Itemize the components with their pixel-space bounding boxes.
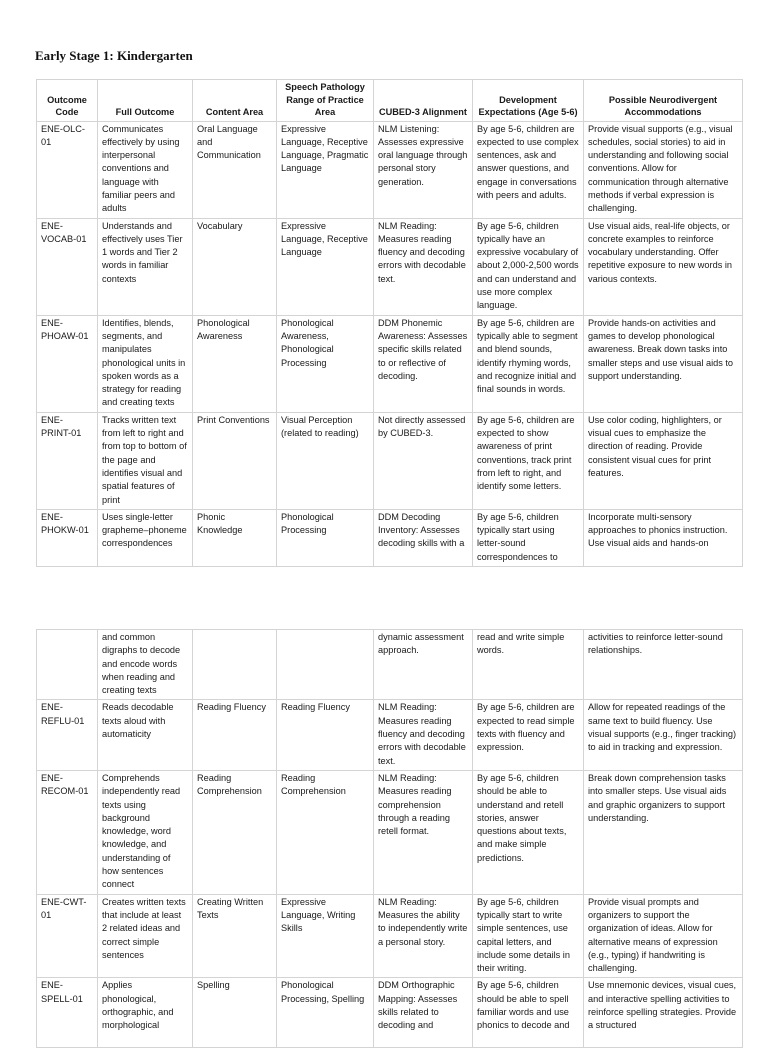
outcomes-table-page-1 [36,79,743,567]
cell-accommodations: Break down comprehension tasks into smaller steps. Use visual aids and graphic organizers to support understanding. [584,770,743,894]
cell-cubed-alignment: NLM Reading: Measures reading comprehension through a reading retell format. [374,770,473,894]
cell-content-area: Creating Written Texts [193,894,277,978]
cell-development-expectations: By age 5-6, children are expected to use complex sentences, ask and answer questions, and engage in conversations with peers and adults. [473,121,584,218]
cell-practice-area: Phonological Processing, Spelling [277,978,374,1048]
cell-practice-area: Expressive Language, Writing Skills [277,894,374,978]
cell-practice-area: Reading Fluency [277,700,374,770]
cell-practice-area: Expressive Language, Receptive Language [277,218,374,315]
cell-outcome-code: ENE-PHOKW-01 [37,509,98,566]
cell-full-outcome: Tracks written text from left to right and from top to bottom of the page and identifies visual and spatial features of print [98,412,193,509]
cell-full-outcome: Communicates effectively by using interpersonal conventions and language with familiar peers and adults [98,121,193,218]
table-row [37,509,743,566]
cell-outcome-code: ENE-CWT-01 [37,894,98,978]
table-row [37,894,743,978]
cell-cubed-alignment: dynamic assessment approach. [374,630,473,700]
cell-content-area: Vocabulary [193,218,277,315]
cell-cubed-alignment: DDM Phonemic Awareness: Assesses specific skills related to or reflective of decoding. [374,315,473,412]
cell-content-area: Phonic Knowledge [193,509,277,566]
cell-development-expectations: By age 5-6, children typically start to write simple sentences, use capital letters, and include some details in their writing. [473,894,584,978]
cell-outcome-code: ENE-RECOM-01 [37,770,98,894]
table-row [37,978,743,1048]
cell-development-expectations: By age 5-6, children typically start using letter-sound correspondences to [473,509,584,566]
cell-accommodations: Provide visual prompts and organizers to support the organization of ideas. Allow for alternative means of expression (e.g., typing) if handwriting is challenging. [584,894,743,978]
cell-content-area: Phonological Awareness [193,315,277,412]
cell-accommodations: Incorporate multi-sensory approaches to phonics instruction. Use visual aids and hands-on [584,509,743,566]
cell-cubed-alignment: NLM Listening: Assesses expressive oral language through personal story generation. [374,121,473,218]
cell-cubed-alignment: NLM Reading: Measures the ability to independently write a personal story. [374,894,473,978]
cell-accommodations: Use mnemonic devices, visual cues, and interactive spelling activities to reinforce spelling strategies. Provide a structured [584,978,743,1048]
cell-accommodations: Provide visual supports (e.g., visual schedules, social stories) to aid in understanding and following social conventions. Allow for communication through alternative methods if verbal expression is challenging. [584,121,743,218]
cell-outcome-code: ENE-VOCAB-01 [37,218,98,315]
cell-content-area: Print Conventions [193,412,277,509]
table-row [37,121,743,218]
cell-development-expectations: By age 5-6, children should be able to understand and retell stories, answer questions about texts, and make simple predictions. [473,770,584,894]
cell-accommodations: Use color coding, highlighters, or visual cues to emphasize the direction of reading. Provide consistent visual cues for print features. [584,412,743,509]
header-cubed-alignment: CUBED-3 Alignment [374,80,473,122]
cell-development-expectations: By age 5-6, children are expected to show awareness of print conventions, track print from left to right, and identify some letters. [473,412,584,509]
cell-full-outcome: Applies phonological, orthographic, and morphological [98,978,193,1048]
cell-development-expectations: By age 5-6, children are expected to read simple texts with fluency and expression. [473,700,584,770]
cell-practice-area: Visual Perception (related to reading) [277,412,374,509]
cell-cubed-alignment: NLM Reading: Measures reading fluency and decoding errors with decodable text. [374,218,473,315]
document-page-2 [0,560,768,1031]
table-row [37,218,743,315]
header-content-area: Content Area [193,80,277,122]
cell-practice-area: Phonological Processing [277,509,374,566]
table-header-row [37,80,743,122]
document-title: Early Stage 1: Kindergarten [35,48,193,63]
cell-content-area: Reading Fluency [193,700,277,770]
cell-practice-area [277,630,374,700]
cell-cubed-alignment: NLM Reading: Measures reading fluency and decoding errors with decodable text. [374,700,473,770]
cell-outcome-code [37,630,98,700]
cell-accommodations: Allow for repeated readings of the same text to build fluency. Use visual supports (e.g., finger tracking) to aid in tracking and expression. [584,700,743,770]
cell-development-expectations: read and write simple words. [473,630,584,700]
cell-practice-area: Expressive Language, Receptive Language, Pragmatic Language [277,121,374,218]
header-outcome-code: Outcome Code [37,80,98,122]
cell-full-outcome: Identifies, blends, segments, and manipulates phonological units in spoken words as a strategy for reading and creating texts [98,315,193,412]
cell-development-expectations: By age 5-6, children are typically able to segment and blend sounds, identify rhyming words, and recognize initial and final sounds in words. [473,315,584,412]
cell-outcome-code: ENE-SPELL-01 [37,978,98,1048]
table-row [37,630,743,700]
cell-outcome-code: ENE-REFLU-01 [37,700,98,770]
table-row [37,412,743,509]
cell-accommodations: Provide hands-on activities and games to develop phonological awareness. Break down tasks into smaller steps and use visual aids to support understanding. [584,315,743,412]
cell-cubed-alignment: DDM Decoding Inventory: Assesses decoding skills with a [374,509,473,566]
cell-full-outcome: Reads decodable texts aloud with automaticity [98,700,193,770]
cell-accommodations: Use visual aids, real-life objects, or concrete examples to reinforce vocabulary understanding. Offer repetitive exposure to new words in various contexts. [584,218,743,315]
cell-accommodations: activities to reinforce letter-sound relationships. [584,630,743,700]
cell-full-outcome: and common digraphs to decode and encode words when reading and creating texts [98,630,193,700]
cell-cubed-alignment: Not directly assessed by CUBED-3. [374,412,473,509]
cell-content-area: Reading Comprehension [193,770,277,894]
cell-cubed-alignment: DDM Orthographic Mapping: Assesses skills related to decoding and [374,978,473,1048]
header-full-outcome: Full Outcome [98,80,193,122]
cell-outcome-code: ENE-PHOAW-01 [37,315,98,412]
table-row [37,770,743,894]
header-development-expectations: Development Expectations (Age 5-6) [473,80,584,122]
table-row [37,315,743,412]
cell-content-area: Spelling [193,978,277,1048]
cell-content-area: Oral Language and Communication [193,121,277,218]
header-accommodations: Possible Neurodivergent Accommodations [584,80,743,122]
cell-practice-area: Reading Comprehension [277,770,374,894]
outcomes-table-page-2 [36,629,743,1048]
cell-full-outcome: Uses single-letter grapheme–phoneme correspondences [98,509,193,566]
cell-full-outcome: Creates written texts that include at least 2 related ideas and correct simple sentences [98,894,193,978]
header-practice-area: Speech Pathology Range of Practice Area [277,80,374,122]
cell-full-outcome: Comprehends independently read texts using background knowledge, word knowledge, and understanding of how sentences connect [98,770,193,894]
cell-full-outcome: Understands and effectively uses Tier 1 words and Tier 2 words in familiar contexts [98,218,193,315]
cell-practice-area: Phonological Awareness, Phonological Processing [277,315,374,412]
table-row [37,700,743,770]
cell-content-area [193,630,277,700]
cell-development-expectations: By age 5-6, children should be able to spell familiar words and use phonics to decode and [473,978,584,1048]
cell-development-expectations: By age 5-6, children typically have an expressive vocabulary of about 2,000-2,500 words and can understand and use more complex language. [473,218,584,315]
cell-outcome-code: ENE-PRINT-01 [37,412,98,509]
cell-outcome-code: ENE-OLC-01 [37,121,98,218]
